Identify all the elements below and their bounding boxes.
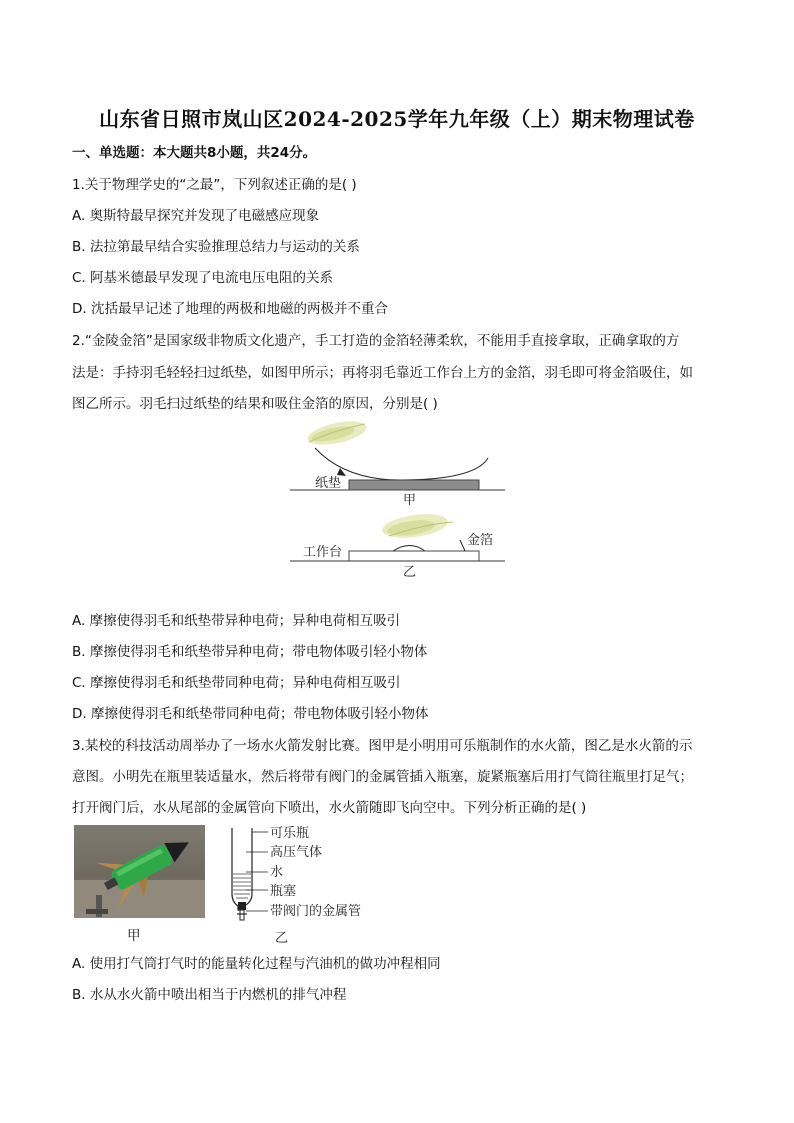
feather-icon [306, 418, 369, 449]
q1-option-b: B. 法拉第最早结合实验推理总结力与运动的关系 [72, 239, 360, 255]
label-stopper: 瓶塞 [270, 884, 297, 899]
water-hatch [233, 874, 251, 898]
exam-title: 山东省日照市岚山区2024-2025学年九年级（上）期末物理试卷 [99, 107, 695, 131]
metal-tube-shape [240, 910, 244, 920]
label-workbench: 工作台 [303, 545, 343, 560]
label-jia: 甲 [403, 493, 417, 508]
q1-option-c: C. 阿基米德最早发现了电流电压电阻的关系 [72, 270, 334, 286]
q2-figure-drawing [285, 418, 515, 580]
q3-stem-line-1: 3.某校的科技活动周举办了一场水火箭发射比赛。图甲是小明用可乐瓶制作的水火箭，图乙是水火箭的示 [72, 738, 693, 754]
paper-pad-shape [349, 480, 479, 490]
label-paper-pad: 纸垫 [315, 476, 342, 491]
q3-option-b: B. 水从水火箭中喷出相当于内燃机的排气冲程 [72, 987, 347, 1003]
q3-diagram [222, 824, 382, 946]
workbench-shape [349, 551, 479, 561]
stopper-shape [238, 902, 246, 910]
water-rocket-photo [74, 825, 205, 918]
label-cola-bottle: 可乐瓶 [270, 826, 310, 841]
q1-stem: 1.关于物理学史的“之最”，下列叙述正确的是( ) [72, 177, 357, 193]
q2-option-b: B. 摩擦使得羽毛和纸垫带异种电荷；带电物体吸引轻小物体 [72, 644, 428, 660]
q3-stem-line-3: 打开阀门后，水从尾部的金属管向下喷出，水火箭随即飞向空中。下列分析正确的是( ) [72, 800, 587, 816]
q1-option-d: D. 沈括最早记述了地理的两极和地磁的两极并不重合 [72, 301, 388, 317]
q2-option-d: D. 摩擦使得羽毛和纸垫带同种电荷；带电物体吸引轻小物体 [72, 706, 429, 722]
feather-icon [381, 511, 453, 542]
q2-stem-line-3: 图乙所示。羽毛扫过纸垫的结果和吸住金箔的原因，分别是( ) [72, 396, 438, 412]
gold-foil-shape [360, 546, 465, 552]
q3-option-a: A. 使用打气筒打气时的能量转化过程与汽油机的做功冲程相同 [72, 956, 441, 972]
q1-option-a: A. 奥斯特最早探究并发现了电磁感应现象 [72, 208, 320, 224]
label-metal-tube: 带阀门的金属管 [270, 904, 362, 919]
q3-label-jia: 甲 [127, 928, 141, 944]
label-yi: 乙 [403, 565, 417, 580]
q2-stem-line-1: 2.“金陵金箔”是国家级非物质文化遗产，手工打造的金箔轻薄柔软，不能用手直接拿取，正确拿取的方 [72, 333, 680, 349]
q2-figure [285, 418, 515, 580]
water-rocket-diagram [222, 824, 382, 946]
water-rocket-photo-drawing [74, 825, 205, 918]
label-yi: 乙 [275, 931, 289, 946]
label-high-pressure-gas: 高压气体 [270, 845, 323, 860]
q3-stem-line-2: 意图。小明先在瓶里装适量水，然后将带有阀门的金属管插入瓶塞，旋紧瓶塞后用打气筒往瓶里打足气； [72, 769, 693, 785]
q2-option-a: A. 摩擦使得羽毛和纸垫带异种电荷；异种电荷相互吸引 [72, 613, 401, 629]
q2-option-c: C. 摩擦使得羽毛和纸垫带同种电荷；异种电荷相互吸引 [72, 675, 401, 691]
label-gold-foil: 金箔 [467, 533, 494, 548]
q2-stem-line-2: 法是：手持羽毛轻轻扫过纸垫，如图甲所示；再将羽毛靠近工作台上方的金箔，羽毛即可将金箔吸住，如 [72, 365, 693, 381]
section-heading: 一、单选题：本大题共8小题，共24分。 [72, 145, 317, 161]
label-water: 水 [270, 865, 284, 880]
